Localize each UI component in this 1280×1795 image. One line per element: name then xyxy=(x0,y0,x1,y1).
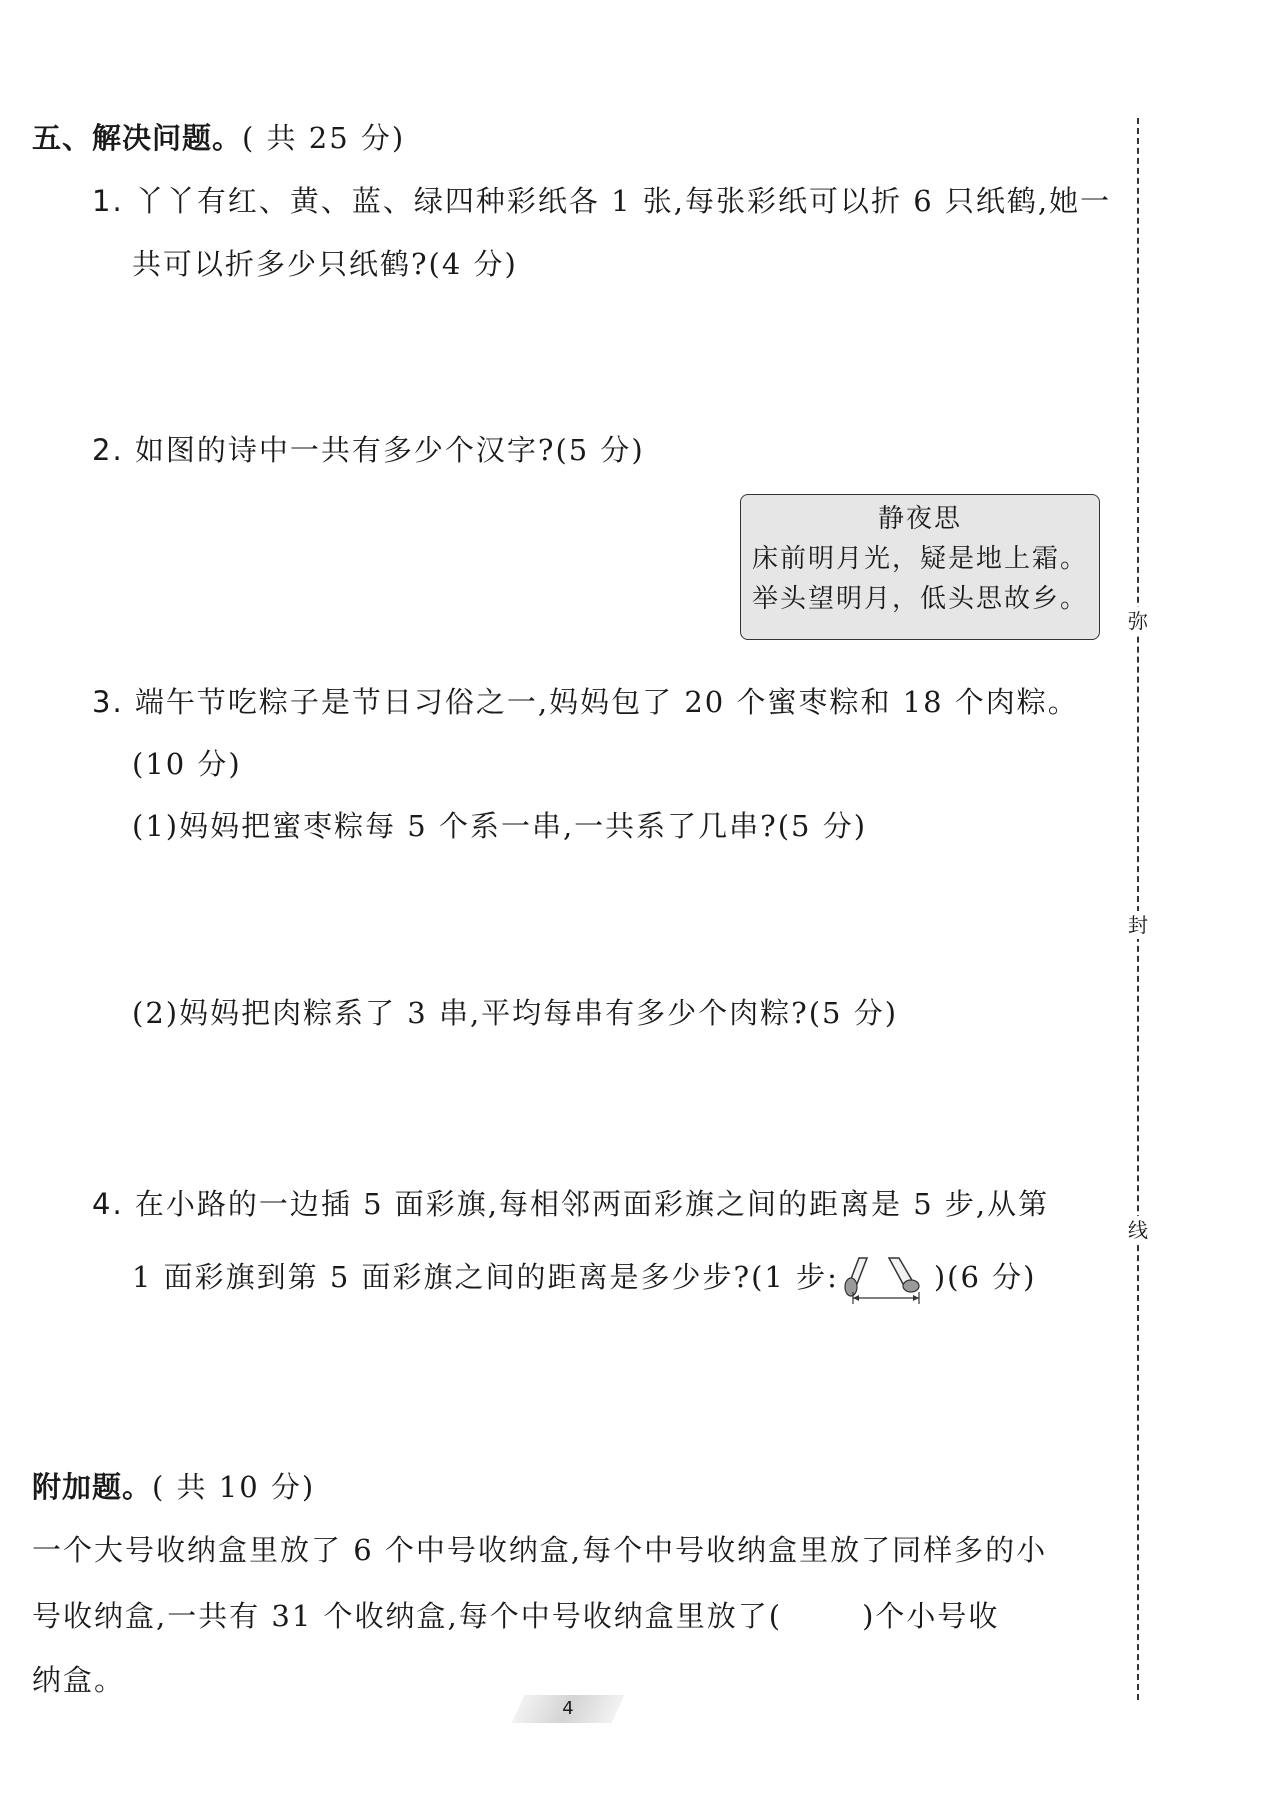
question-3-sub-2 xyxy=(132,993,898,1033)
page-number: 4 xyxy=(562,1698,574,1719)
question-4-line-2 xyxy=(132,1254,1036,1304)
section-heading xyxy=(32,118,405,158)
question-4-number: 4. xyxy=(92,1187,124,1221)
question-3-sub-2-text: (2)妈妈把肉粽系了 3 串,平均每串有多少个肉粽?(5 分) xyxy=(132,996,899,1030)
question-3-line-1 xyxy=(92,682,1079,722)
question-3-text-2: (10 分) xyxy=(132,747,242,781)
question-3-number: 3. xyxy=(92,685,124,719)
question-2-number: 2. xyxy=(92,433,124,467)
bonus-line-1 xyxy=(32,1530,1047,1570)
section-score: ( 共 25 分) xyxy=(242,121,406,155)
bonus-text-3: 纳盒。 xyxy=(32,1663,126,1697)
question-3-sub-1-text: (1)妈妈把蜜枣粽每 5 个系一串,一共系了几串?(5 分) xyxy=(132,809,868,843)
question-1-text-2: 共可以折多少只纸鹤?(4 分) xyxy=(132,247,518,281)
bonus-line-2 xyxy=(32,1596,999,1636)
binding-mark-feng: 封 xyxy=(1124,911,1152,939)
question-4-text-2b: )(6 分) xyxy=(933,1260,1037,1294)
question-1-number: 1. xyxy=(92,184,124,218)
bonus-title: 附加题。 xyxy=(32,1470,153,1504)
binding-mark-xian: 线 xyxy=(1124,1216,1152,1244)
poem-title: 静夜思 xyxy=(877,504,962,534)
question-2-text: 如图的诗中一共有多少个汉字?(5 分) xyxy=(134,433,645,467)
bonus-score: ( 共 10 分) xyxy=(152,1470,316,1504)
step-distance-icon xyxy=(839,1254,934,1304)
question-2-line xyxy=(92,430,645,470)
question-3-line-2 xyxy=(132,744,242,784)
question-3-sub-1 xyxy=(132,806,867,846)
question-1-line-2 xyxy=(132,244,518,284)
binding-dashed-line xyxy=(1137,118,1139,1700)
poem-line-2: 举头望明月，低头思故乡。 xyxy=(751,584,1088,614)
question-1-line-1 xyxy=(92,181,1111,221)
question-3-text-1: 端午节吃粽子是节日习俗之一,妈妈包了 20 个蜜枣粽和 18 个肉粽。 xyxy=(134,685,1079,719)
bonus-text-2b: )个小号收 xyxy=(862,1599,1000,1633)
poem-line-1: 床前明月光，疑是地上霜。 xyxy=(751,544,1088,574)
bonus-heading xyxy=(32,1467,315,1507)
bonus-line-3 xyxy=(32,1660,125,1700)
poem-box xyxy=(740,494,1100,640)
binding-mark-mi: 弥 xyxy=(1124,607,1152,635)
question-1-text-1: 丫丫有红、黄、蓝、绿四种彩纸各 1 张,每张彩纸可以折 6 只纸鹤,她一 xyxy=(134,184,1112,218)
section-title: 五、解决问题。 xyxy=(32,121,243,155)
bonus-text-2a: 号收纳盒,一共有 31 个收纳盒,每个中号收纳盒里放了( xyxy=(32,1599,783,1633)
question-4-text-1: 在小路的一边插 5 面彩旗,每相邻两面彩旗之间的距离是 5 步,从第 xyxy=(134,1187,1050,1221)
question-4-text-2a: 1 面彩旗到第 5 面彩旗之间的距离是多少步?(1 步: xyxy=(132,1260,839,1294)
question-4-line-1 xyxy=(92,1184,1049,1224)
bonus-text-1: 一个大号收纳盒里放了 6 个中号收纳盒,每个中号收纳盒里放了同样多的小 xyxy=(32,1533,1048,1567)
